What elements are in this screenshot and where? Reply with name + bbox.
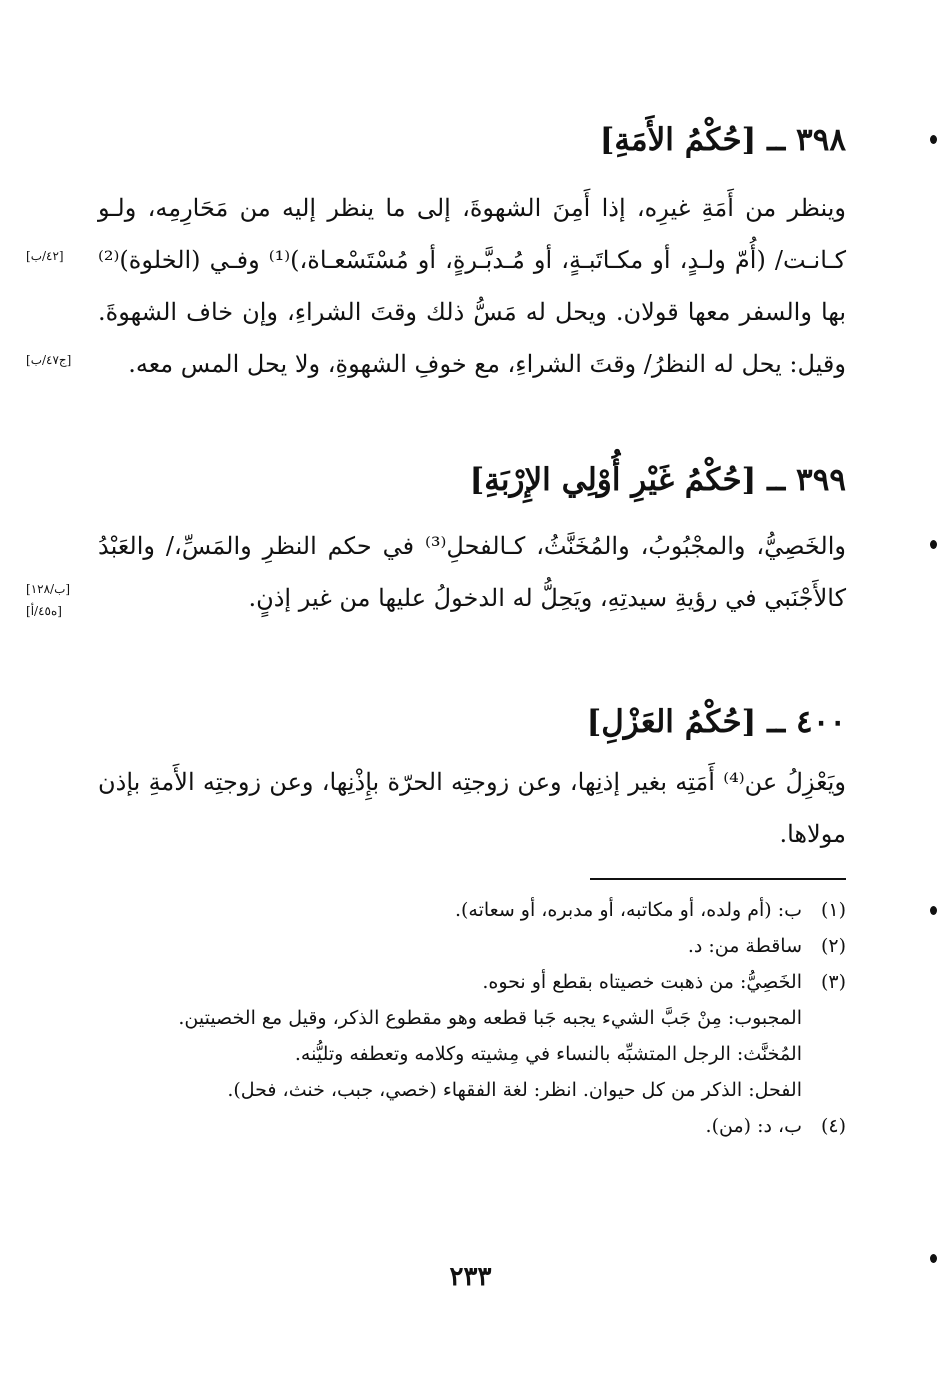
section-heading-398: ٣٩٨ ــ [حُكْمُ الأَمَةِ] [599,122,846,158]
footnote-continuation [98,1072,846,1108]
section-heading-399: ٣٩٩ ــ [حُكْمُ غَيْرِ أُوْلِي الإِرْبَةِ] [469,462,846,498]
footnote-text: ساقطة من: د. [687,935,802,957]
edge-mark [930,906,937,915]
footnote-continuation [98,1036,846,1072]
section-heading-400: ٤٠٠ ــ [حُكْمُ العَزْلِ] [586,704,846,740]
edge-mark [930,135,937,144]
footnotes [98,892,846,1144]
footnote-continuation [98,1000,846,1036]
section-paragraph-399: والخَصِيُّ، والمجْبُوبُ، والمُخَنَّثُ، كـالفحلِ⁽³⁾ في حكم النظرِ والمَسِّ،/ والعَبْدُ كالأَجْنَبي في رؤيةِ سيدتِهِ، ويَحِلُّ له الدخولُ عليها من غير إذنٍ. [98,532,846,612]
footnote [98,1108,846,1144]
footnote-text: الفحل: الذكر من كل حيوان. انظر: لغة الفقهاء (خصي، جبب، خنث، فحل). [227,1079,802,1101]
footnote-number: (٤) [820,1115,846,1137]
footnote-text: ب: (أم ولده، أو مكاتبه، أو مدبره، أو سعاته). [454,899,802,921]
margin-note: [ج٤٧/ب] [26,353,72,367]
footnote-number: (١) [820,899,846,921]
footnote-separator [590,878,846,880]
edge-mark [930,1254,937,1263]
footnote [98,928,846,964]
margin-note: [٤٢/ب] [26,249,64,263]
page-number: ٢٣٣ [449,1262,492,1292]
edge-mark [930,540,937,549]
footnote-text: الخَصِيُّ: من ذهبت خصيتاه بقطع أو نحوه. [482,971,802,993]
footnote-number: (٢) [820,935,846,957]
margin-note: [ه٤٥/أ] [26,604,62,618]
footnote [98,892,846,928]
margin-note: [ب/١٢٨] [26,582,71,596]
section-paragraph-400: ويَعْزِلُ عن⁽⁴⁾ أَمَتِه بغير إذنِها، وعن زوجتِه الحرّة بإِذْنِها، وعن زوجتِه الأَمةِ بإذن مولاها. [98,768,847,848]
footnote-text: ب، د: (من). [705,1115,802,1137]
footnote-number: (٣) [820,971,846,993]
footnote-text: المُخنَّث: الرجل المتشبِّه بالنساء في مِشيته وكلامه وتعطفه وتليُّنه. [294,1043,802,1065]
footnote [98,964,846,1000]
section-paragraph-398: وينظر من أَمَةِ غيرِه، إذا أَمِنَ الشهوةَ، إلى ما ينظر إليه من مَحَارِمِه، ولـو كـانـت/ (أُمّ ولـدٍ، أو مكـاتَبـةٍ، أو مُـدبَّـرةٍ، أو مُسْتَسْعـاة،)⁽¹⁾ وفـي (الخلوة)⁽²⁾ بها والسفر معها قولان. ويحل له مَسُّ ذلك وقتَ الشراءِ، وإن خاف الشهوةَ. وقيل: يحل له النظرُ/ وقتَ الشراءِ، مع خوفِ الشهوةِ، ولا يحل المس معه. [98,194,846,378]
footnote-text: المجبوب: مِنْ جَبَّ الشيء يجبه جَبا قطعه وهو مقطوع الذكر، وقيل مع الخصيتين. [178,1007,802,1029]
